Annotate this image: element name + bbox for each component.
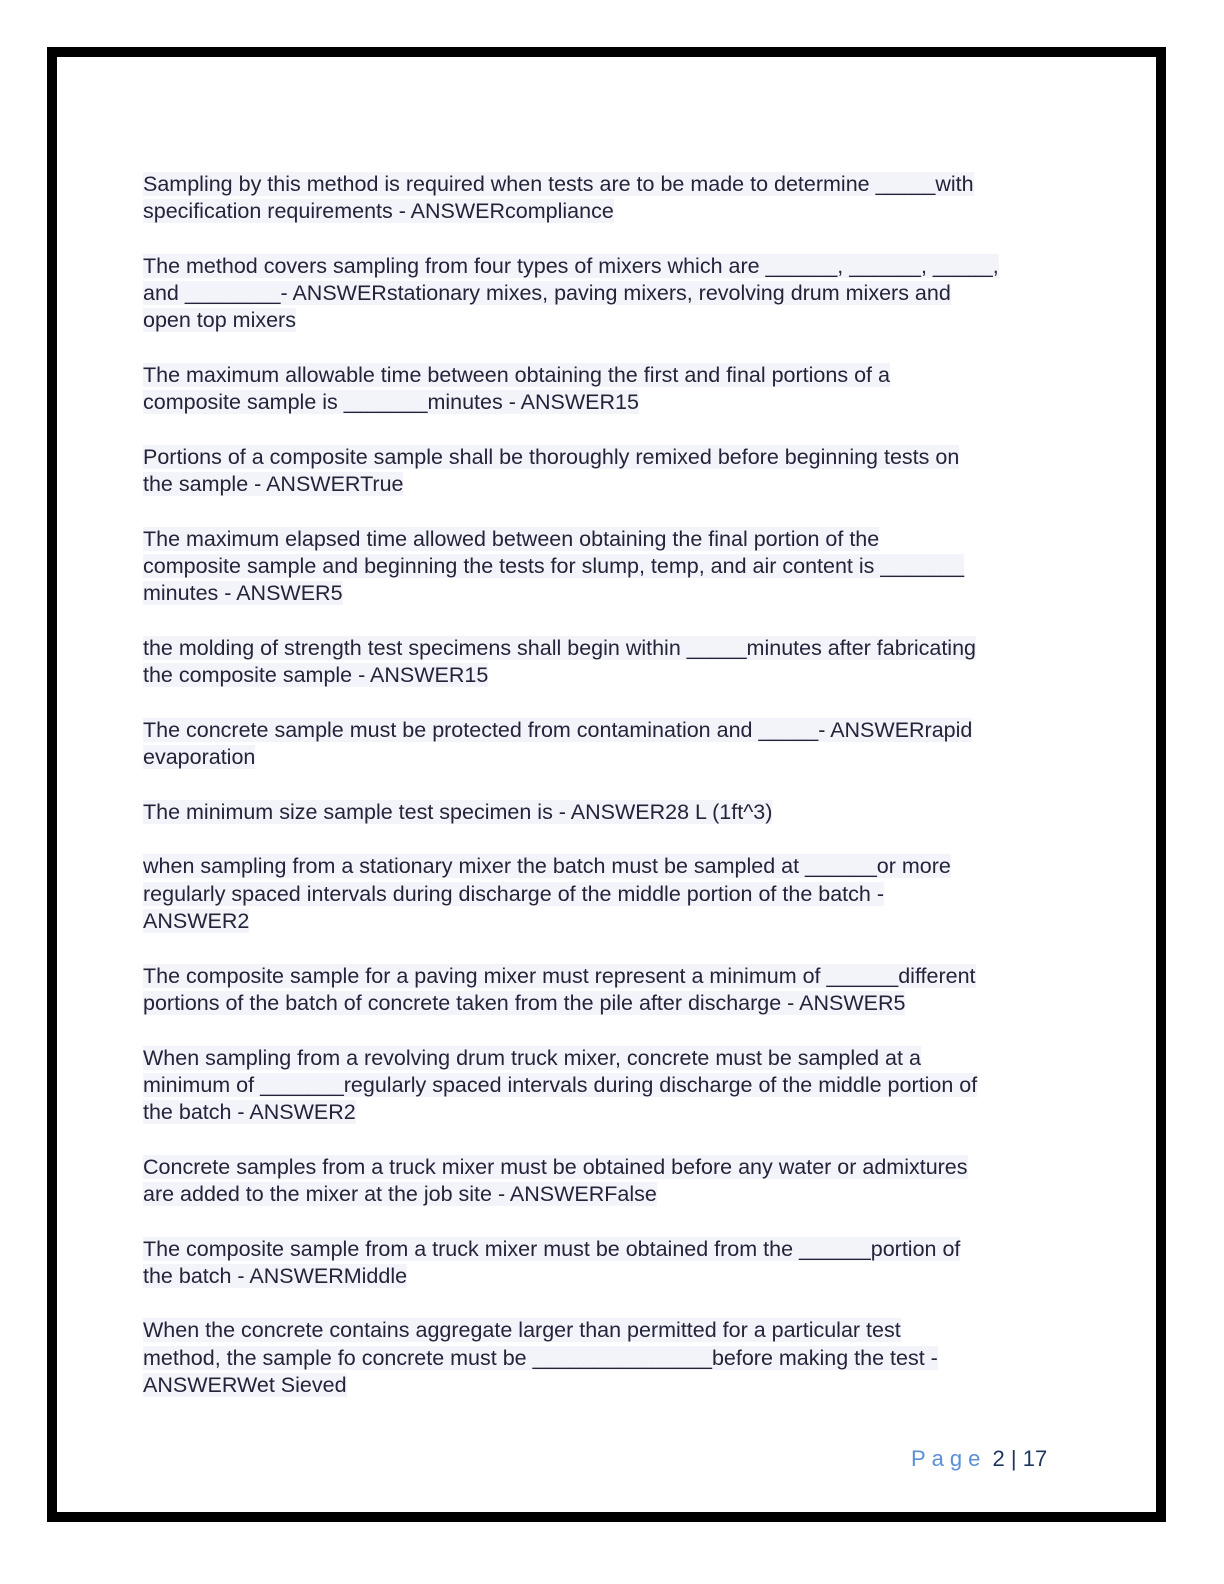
- question-answer-item: [143, 1045, 1073, 1127]
- text-line-content: Concrete samples from a truck mixer must be obtained before any water or admixtures: [143, 1154, 968, 1179]
- text-line: [143, 553, 1073, 580]
- text-line: [143, 799, 1073, 826]
- text-line: [143, 1072, 1073, 1099]
- text-line: [143, 444, 1073, 471]
- text-line: [143, 362, 1073, 389]
- text-line-content: composite sample is _______minutes - ANSWER15: [143, 390, 639, 415]
- page-label: Page: [911, 1446, 987, 1471]
- text-line: [143, 717, 1073, 744]
- text-line-content: are added to the mixer at the job site - ANSWERFalse: [143, 1181, 657, 1206]
- text-line-content: The minimum size sample test specimen is - ANSWER28 L (1ft^3): [143, 799, 773, 824]
- total-pages: 17: [1022, 1446, 1048, 1471]
- text-line-content: composite sample and beginning the tests for slump, temp, and air content is _______: [143, 554, 965, 579]
- text-line: [143, 389, 1073, 416]
- text-line-content: the composite sample - ANSWER15: [143, 663, 489, 688]
- text-line: [143, 580, 1073, 607]
- question-answer-item: [143, 1154, 1073, 1209]
- text-line: [143, 471, 1073, 498]
- page-footer: [911, 1446, 1047, 1472]
- text-line-content: When the concrete contains aggregate larger than permitted for a particular test: [143, 1318, 901, 1343]
- text-line-content: The composite sample from a truck mixer must be obtained from the ______portion of: [143, 1236, 961, 1261]
- question-answer-item: [143, 362, 1073, 417]
- question-answer-item: [143, 526, 1073, 608]
- text-line: [143, 1372, 1073, 1399]
- text-line: [143, 1154, 1073, 1181]
- text-line-content: minimum of _______regularly spaced intervals during discharge of the middle portion of: [143, 1072, 978, 1097]
- text-line: [143, 1045, 1073, 1072]
- text-line: [143, 635, 1073, 662]
- text-line-content: method, the sample fo concrete must be _______________before making the test -: [143, 1345, 938, 1370]
- text-line: [143, 253, 1073, 280]
- text-line-content: evaporation: [143, 745, 256, 770]
- text-line: [143, 307, 1073, 334]
- text-line: [143, 280, 1073, 307]
- text-line-content: specification requirements - ANSWERcompliance: [143, 199, 614, 224]
- question-answer-item: [143, 444, 1073, 499]
- question-answer-item: [143, 253, 1073, 335]
- text-line: [143, 1263, 1073, 1290]
- text-line: [143, 662, 1073, 689]
- text-line: [143, 526, 1073, 553]
- text-line-content: open top mixers: [143, 308, 296, 333]
- question-answer-item: [143, 717, 1073, 772]
- text-line-content: the batch - ANSWERMiddle: [143, 1263, 408, 1288]
- text-line-content: The concrete sample must be protected from contamination and _____- ANSWERrapid: [143, 717, 973, 742]
- page-separator: |: [1010, 1446, 1017, 1471]
- text-line: [143, 1099, 1073, 1126]
- question-answer-item: [143, 1317, 1073, 1399]
- text-line-content: and ________- ANSWERstationary mixes, paving mixers, revolving drum mixers and: [143, 281, 951, 306]
- text-line-content: the batch - ANSWER2: [143, 1100, 356, 1125]
- text-line-content: portions of the batch of concrete taken from the pile after discharge - ANSWER5: [143, 990, 906, 1015]
- text-line-content: the molding of strength test specimens shall begin within _____minutes after fabricating: [143, 636, 976, 661]
- text-line: [143, 908, 1073, 935]
- question-answer-item: [143, 635, 1073, 690]
- text-line: [143, 853, 1073, 880]
- text-line: [143, 171, 1073, 198]
- text-line: [143, 1345, 1073, 1372]
- text-line: [143, 1236, 1073, 1263]
- question-answer-item: [143, 799, 1073, 826]
- text-line-content: The maximum elapsed time allowed between obtaining the final portion of the: [143, 526, 880, 551]
- question-answer-item: [143, 963, 1073, 1018]
- text-line-content: The composite sample for a paving mixer must represent a minimum of ______different: [143, 963, 976, 988]
- text-line: [143, 1181, 1073, 1208]
- text-line-content: The maximum allowable time between obtaining the first and final portions of a: [143, 363, 890, 388]
- text-line-content: Portions of a composite sample shall be thoroughly remixed before beginning tests on: [143, 444, 960, 469]
- text-line-content: the sample - ANSWERTrue: [143, 472, 404, 497]
- text-line: [143, 881, 1073, 908]
- text-line-content: ANSWER2: [143, 909, 250, 934]
- question-answer-item: [143, 171, 1073, 226]
- text-line: [143, 963, 1073, 990]
- text-line-content: when sampling from a stationary mixer the batch must be sampled at ______or more: [143, 854, 951, 879]
- page-number: 2: [992, 1446, 1005, 1471]
- text-line-content: The method covers sampling from four types of mixers which are ______, ______, _____,: [143, 253, 999, 278]
- text-line: [143, 198, 1073, 225]
- text-line: [143, 990, 1073, 1017]
- text-line: [143, 1317, 1073, 1344]
- text-line-content: Sampling by this method is required when tests are to be made to determine _____with: [143, 172, 974, 196]
- question-answer-item: [143, 853, 1073, 935]
- text-line: [143, 744, 1073, 771]
- text-line-content: ANSWERWet Sieved: [143, 1373, 347, 1398]
- question-answer-item: [143, 1236, 1073, 1291]
- text-line-content: When sampling from a revolving drum truck mixer, concrete must be sampled at a: [143, 1045, 921, 1070]
- question-list: [143, 171, 1073, 1427]
- text-line-content: minutes - ANSWER5: [143, 581, 343, 606]
- text-line-content: regularly spaced intervals during discharge of the middle portion of the batch -: [143, 881, 884, 906]
